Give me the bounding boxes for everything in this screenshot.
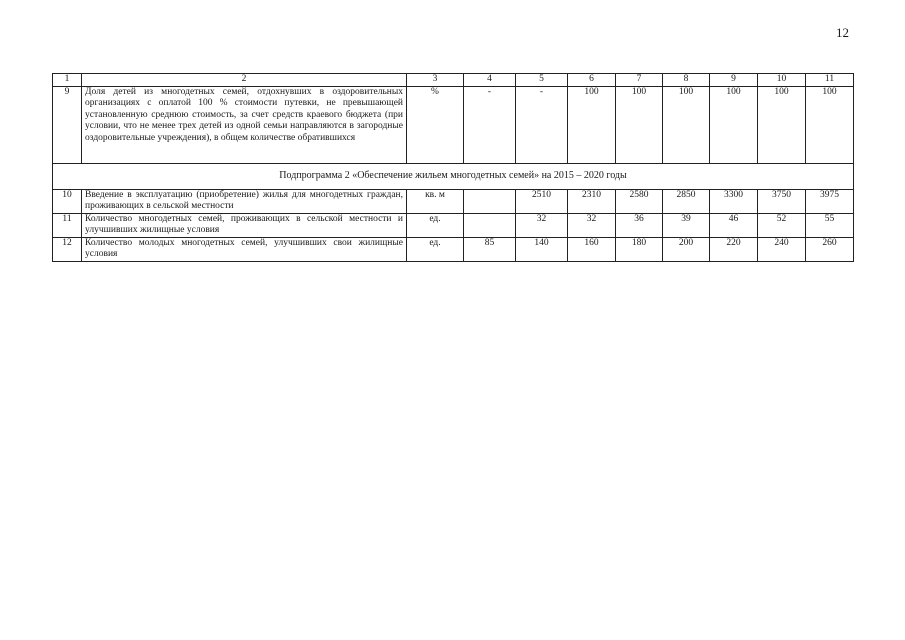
- indicator-description: Количество многодетных семей, проживающих в сельской местности и улучшивших жилищные условия: [82, 213, 407, 237]
- value-cell: 100: [758, 86, 806, 163]
- row-number: 12: [53, 237, 82, 261]
- unit-cell: %: [407, 86, 464, 163]
- table-row: [53, 237, 854, 261]
- subprogram-title: Подпрограмма 2 «Обеспечение жильем многодетных семей» на 2015 – 2020 годы: [53, 163, 854, 189]
- header-row: [53, 74, 854, 87]
- row-number: 10: [53, 189, 82, 213]
- value-cell: 32: [516, 213, 568, 237]
- value-cell: 220: [710, 237, 758, 261]
- value-cell: 2510: [516, 189, 568, 213]
- table-row: [53, 189, 854, 213]
- subprogram-row: [53, 163, 854, 189]
- page-number: 12: [836, 25, 849, 40]
- unit-cell: кв. м: [407, 189, 464, 213]
- table-row: [53, 213, 854, 237]
- header-cell: 1: [53, 74, 82, 87]
- value-cell: 32: [568, 213, 616, 237]
- header-cell: 6: [568, 74, 616, 87]
- value-cell: 85: [464, 237, 516, 261]
- header-cell: 3: [407, 74, 464, 87]
- value-cell: 160: [568, 237, 616, 261]
- header-cell: 2: [82, 74, 407, 87]
- value-cell: 260: [806, 237, 854, 261]
- value-cell: 46: [710, 213, 758, 237]
- header-cell: 10: [758, 74, 806, 87]
- header-cell: 9: [710, 74, 758, 87]
- value-cell: [464, 213, 516, 237]
- unit-cell: ед.: [407, 237, 464, 261]
- indicator-description: Доля детей из многодетных семей, отдохнувших в оздоровительных организациях с оплатой 100 % стоимости путевки, не превышающей установленную среднюю стоимость, за счет средств краевого бюджета (при условии, что не менее трех детей из одной семьи направляются в загородные оздоровительные учреждения), в общем количестве обратившихся: [82, 86, 407, 163]
- value-cell: 100: [616, 86, 663, 163]
- value-cell: 2850: [663, 189, 710, 213]
- value-cell: 2580: [616, 189, 663, 213]
- unit-cell: ед.: [407, 213, 464, 237]
- value-cell: 2310: [568, 189, 616, 213]
- header-cell: 11: [806, 74, 854, 87]
- value-cell: 140: [516, 237, 568, 261]
- value-cell: 100: [806, 86, 854, 163]
- value-cell: -: [464, 86, 516, 163]
- value-cell: 3975: [806, 189, 854, 213]
- row-number: 11: [53, 213, 82, 237]
- header-cell: 4: [464, 74, 516, 87]
- header-cell: 5: [516, 74, 568, 87]
- value-cell: 55: [806, 213, 854, 237]
- value-cell: 240: [758, 237, 806, 261]
- value-cell: 3750: [758, 189, 806, 213]
- row-number: 9: [53, 86, 82, 163]
- value-cell: 100: [568, 86, 616, 163]
- value-cell: 39: [663, 213, 710, 237]
- value-cell: 3300: [710, 189, 758, 213]
- value-cell: 52: [758, 213, 806, 237]
- value-cell: 180: [616, 237, 663, 261]
- header-cell: 8: [663, 74, 710, 87]
- indicator-description: Введение в эксплуатацию (приобретение) жилья для многодетных граждан, проживающих в сельской местности: [82, 189, 407, 213]
- value-cell: [464, 189, 516, 213]
- indicators-table: [52, 73, 854, 262]
- value-cell: 100: [710, 86, 758, 163]
- value-cell: 200: [663, 237, 710, 261]
- value-cell: 100: [663, 86, 710, 163]
- indicator-description: Количество молодых многодетных семей, улучшивших свои жилищные условия: [82, 237, 407, 261]
- value-cell: -: [516, 86, 568, 163]
- value-cell: 36: [616, 213, 663, 237]
- header-cell: 7: [616, 74, 663, 87]
- table-row: [53, 86, 854, 163]
